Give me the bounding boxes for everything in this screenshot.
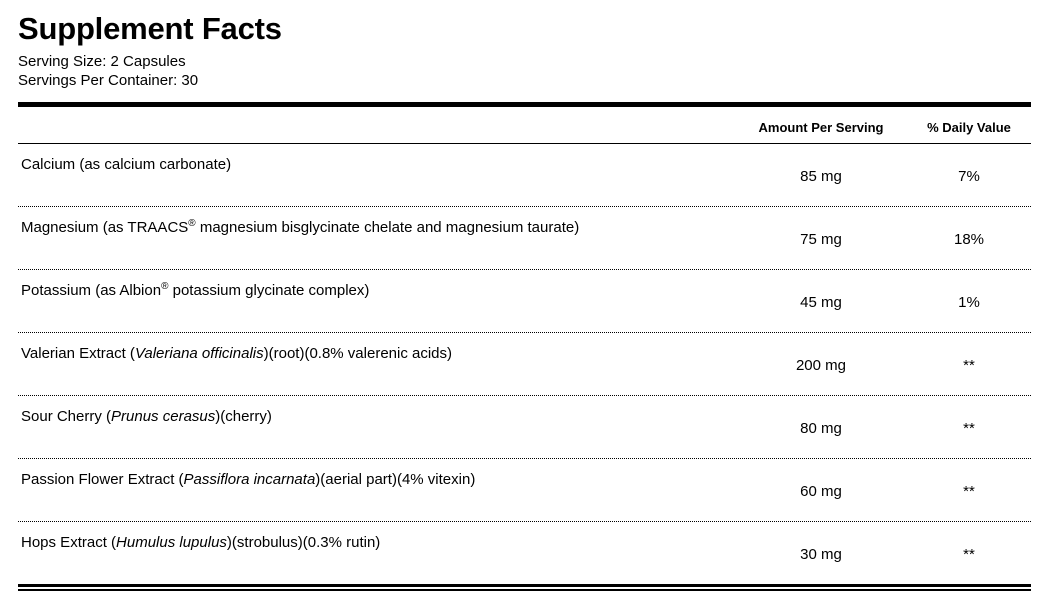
amount-per-serving: 200 mg [795, 357, 847, 374]
ingredient-latin-name: Passiflora incarnata [183, 471, 316, 488]
ingredient-latin-name: Valeriana officinalis [134, 345, 264, 362]
amount-per-serving: 30 mg [800, 546, 842, 563]
daily-value: ** [963, 420, 975, 437]
ingredient-name-text: Hops Extract ( [21, 534, 117, 551]
amount-per-serving: 75 mg [800, 231, 842, 248]
amount-per-serving-header: Amount Per Serving [758, 120, 884, 135]
ingredient-name-text: )(root)(0.8% valerenic acids) [263, 345, 453, 362]
daily-value: ** [963, 357, 975, 374]
ingredient-name [21, 407, 272, 426]
daily-value: 7% [958, 168, 980, 185]
nutrient-rows [18, 144, 1031, 584]
ingredient-name-text: Magnesium (as TRAACS [21, 219, 189, 236]
amount-per-serving: 85 mg [800, 168, 842, 185]
registered-mark: ® [161, 281, 169, 292]
daily-value: ** [963, 483, 975, 500]
serving-size: Serving Size: 2 Capsules [18, 53, 186, 70]
ingredient-name [21, 470, 475, 489]
ingredient-name-text: Valerian Extract ( [21, 345, 135, 362]
ingredient-name-text: Sour Cherry ( [21, 408, 112, 425]
ingredient-name-text: )(strobulus)(0.3% rutin) [226, 534, 381, 551]
ingredient-latin-name: Prunus cerasus [111, 408, 216, 425]
bottom-rule [18, 584, 1031, 587]
table-row [18, 459, 1031, 522]
ingredient-name-text: magnesium bisglycinate chelate and magnesium taurate) [195, 219, 580, 236]
daily-value: 18% [953, 231, 985, 248]
ingredient-name-text: potassium glycinate complex) [168, 282, 370, 299]
ingredient-name-text: Calcium (as calcium carbonate) [21, 156, 232, 173]
servings-per-container: Servings Per Container: 30 [18, 72, 199, 89]
daily-value: ** [963, 546, 975, 563]
table-row [18, 396, 1031, 459]
table-row [18, 144, 1031, 207]
ingredient-latin-name: Humulus lupulus [116, 534, 227, 551]
ingredient-name-text: Potassium (as Albion [21, 282, 162, 299]
bottom-rule-secondary [18, 589, 1031, 591]
table-row [18, 270, 1031, 333]
ingredient-name [21, 218, 579, 237]
column-header-row [18, 107, 1031, 144]
ingredient-name [21, 344, 452, 363]
registered-mark: ® [188, 218, 196, 229]
table-row [18, 522, 1031, 584]
amount-per-serving: 60 mg [800, 483, 842, 500]
ingredient-name [21, 533, 380, 552]
ingredient-name [21, 281, 369, 300]
ingredient-name-text: )(aerial part)(4% vitexin) [315, 471, 476, 488]
ingredient-name-text: )(cherry) [215, 408, 272, 425]
supplement-facts-panel [18, 10, 1031, 591]
amount-per-serving: 80 mg [800, 420, 842, 437]
daily-value: 1% [958, 294, 980, 311]
ingredient-name-text: Passion Flower Extract ( [21, 471, 184, 488]
table-row [18, 333, 1031, 396]
ingredient-name [21, 155, 231, 174]
amount-per-serving: 45 mg [800, 294, 842, 311]
table-row [18, 207, 1031, 270]
daily-value-header: % Daily Value [927, 120, 1011, 135]
panel-title: Supplement Facts [18, 11, 282, 46]
